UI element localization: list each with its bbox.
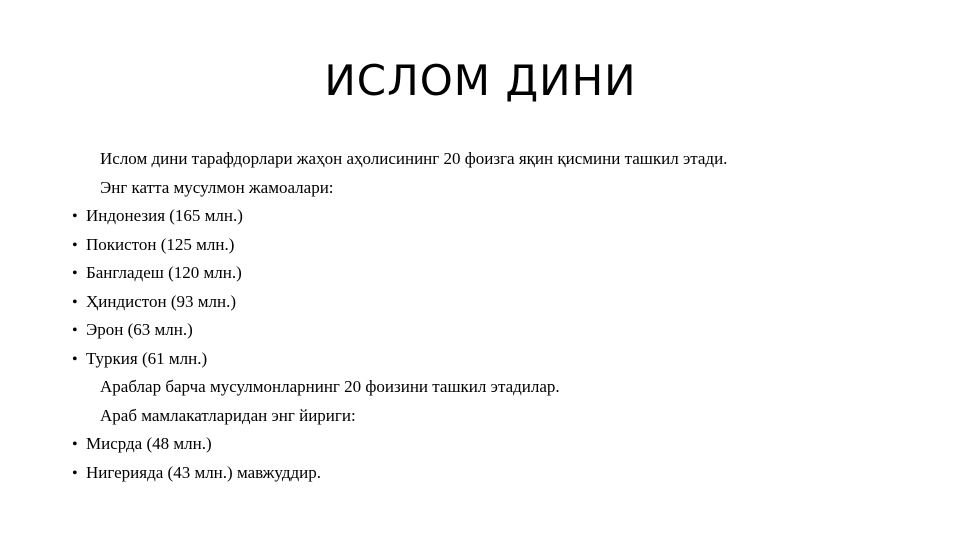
bullet-text: Бангладеш (120 млн.) xyxy=(86,263,242,282)
bullet-item xyxy=(72,345,932,374)
body-paragraph xyxy=(72,174,932,203)
body-paragraph xyxy=(72,402,932,431)
bullet-text: Нигерияда (43 млн.) мавжуддир. xyxy=(86,462,321,482)
bullet-item xyxy=(72,430,932,459)
bullet-icon: • xyxy=(72,265,78,282)
bullet-text: Мисрда (48 млн.) xyxy=(86,434,212,453)
bullet-icon: • xyxy=(72,236,78,254)
bullet-icon: • xyxy=(72,350,78,368)
body-paragraph xyxy=(72,373,932,402)
bullet-icon: • xyxy=(72,322,78,339)
body-paragraph xyxy=(72,145,932,174)
slide-body xyxy=(72,145,932,487)
bullet-icon: • xyxy=(72,208,78,225)
bullet-item xyxy=(72,316,932,345)
bullet-text: Туркия (61 млн.) xyxy=(86,348,208,368)
bullet-text: Покистон (125 млн.) xyxy=(86,234,235,254)
paragraph-text: Ислом дини тарафдорлари жаҳон аҳолисининг 20 фоизга яқин қисмини ташкил этади. xyxy=(100,149,728,168)
bullet-icon: • xyxy=(72,464,78,482)
bullet-text: Эрон (63 млн.) xyxy=(86,320,193,339)
paragraph-text: Энг катта мусулмон жамоалари: xyxy=(100,177,334,197)
bullet-item xyxy=(72,288,932,317)
bullet-icon: • xyxy=(72,436,78,453)
bullet-item xyxy=(72,202,932,231)
slide-title: ИСЛОМ ДИНИ xyxy=(324,56,637,105)
bullet-item xyxy=(72,231,932,260)
bullet-item xyxy=(72,259,932,288)
bullet-text: Ҳиндистон (93 млн.) xyxy=(86,291,236,311)
bullet-icon: • xyxy=(72,293,78,311)
paragraph-text: Араб мамлакатларидан энг йириги: xyxy=(100,405,356,425)
paragraph-text: Араблар барча мусулмонларнинг 20 фоизини ташкил этадилар. xyxy=(100,377,560,396)
bullet-text: Индонезия (165 млн.) xyxy=(86,206,243,225)
bullet-item xyxy=(72,459,932,488)
